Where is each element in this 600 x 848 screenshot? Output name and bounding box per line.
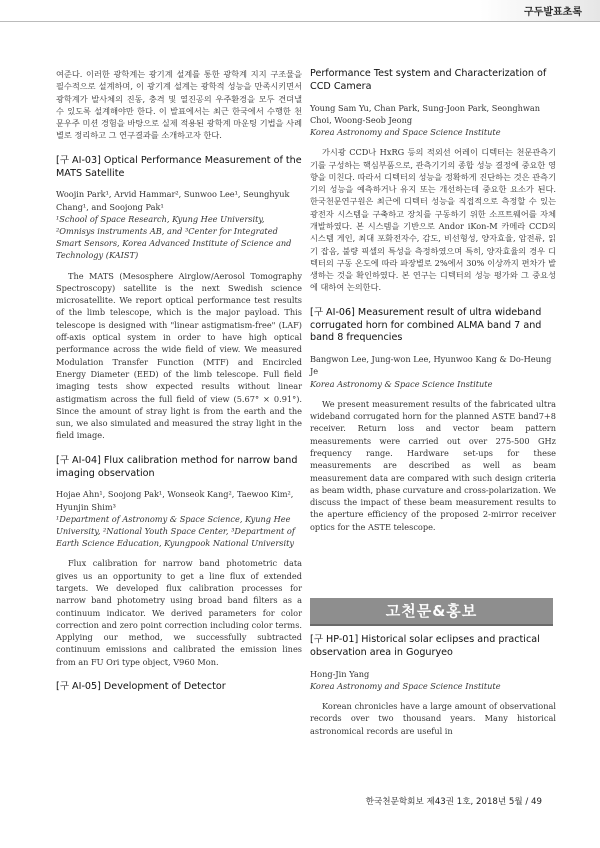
right-column <box>310 68 556 533</box>
section-banner-label: 고천문&홍보 <box>385 602 478 620</box>
section-banner <box>310 598 553 626</box>
ai04-abstract: Flux calibration for narrow band photometric data gives us an opportunity to get a line flux of extended targets. We developed flux calibration processes for narrow band photometry using broad band filters as a continuum indicator. We derived parameters for color correction and zero point correction including color terms. Applying our method, we successfully subtracted continuum emissions and calibrated the emission lines from an FU Ori type object, V960 Mon. <box>56 558 302 667</box>
ai05-affiliation: Korea Astronomy and Space Science Institute <box>310 127 501 137</box>
left-column <box>56 68 302 694</box>
hp01-authors: Hong-Jin Yang <box>310 668 370 679</box>
ai05-authors: Young Sam Yu, Chan Park, Sung-Joon Park, Seonghwan Choi, Woong-Seob Jeong <box>310 102 541 125</box>
ai05-title-continued: Performance Test system and Characterization of CCD Camera <box>310 68 547 92</box>
right-column-lower <box>310 634 556 737</box>
ai06-abstract: We present measurement results of the fabricated ultra wideband corrugated horn for the planned ASTE band7+8 receiver. Return loss and vector beam pattern measurements were carried out over 275-500 GHz frequency range. Hardware set-ups for these measurements are described as well as beam measurement data are compared with such design criteria as beam width, phase curvature and cross-polarization. We discuss the impact of these beam measurement results to the aperture efficiency of the proposed 2-mirror receiver optics for the ASTE telescope. <box>310 398 556 532</box>
ai03-title: [구 AI-03] Optical Performance Measurement of the MATS Satellite <box>56 154 302 179</box>
ai04-affiliations: ¹Department of Astronomy & Space Science, Kyung Hee University, ²National Youth Space Center, ³Department of Earth Science Education, Kyungpook National University <box>56 513 295 549</box>
ai06-title: [구 AI-06] Measurement result of ultra wideband corrugated horn for combined ALMA band 7 and band 8 frequencies <box>310 306 542 344</box>
ai05-abstract: 가시광 CCD나 HxRG 등의 적외선 어레이 디텍터는 천문관측기기를 구성하는 핵심부품으로, 관측기기의 종합 성능 결정에 중요한 영향을 미친다. 따라서 디텍터의 성능을 정확하게 진단하는 것은 관측기기의 성능을 예측하거나 유지 또는 개선하는데 중요한 요소가 된다. 한국천문연구원은 최근에 디텍터 성능을 직접적으로 측정할 수 있는 광전자 시스템을 구축하고 장치를 구동하기 위한 소프트웨어를 자체 개발하였다. 본 시스템을 기반으로 Andor iKon-M 카메라 CCD의 시스템 게인, 최대 포화전자수, 감도, 비선형성, 양자효율, 암전류, 읽기 잡음, 불량 픽셀의 특성을 측정하였으며 특히, 양자효율의 경우 디텍터의 구동 온도에 따라 파장별로 2%에서 30% 이상까지 편차가 발생하는 것을 확인하였다. 본 연구는 디텍터의 성능 평가와 그 중요성에 대하여 논의한다. <box>310 147 556 293</box>
page-footer: 한국천문학회보 제43권 1호, 2018년 5월 / 49 <box>365 797 542 807</box>
page-header <box>0 0 600 22</box>
ai03-abstract: The MATS (Mesosphere Airglow/Aerosol Tomography Spectroscopy) satellite is the next Swedish science microsatellite. We report optical performance test results of the limb telescope, which is the major payload. This telescope is designed with "linear astigmatism-free" (LAF) off-axis optical system in order to have high optical performance across the wide field of view. We measured Modulation Transfer Function (MTF) and Encircled Energy Diameter (EED) of the limb telescope. Full field imaging tests show expected results without linear astigmatism across the full field of view (5.67° × 0.91°). Since the amount of stray light is from the earth and the sun, we also simulated and measured the stray light in the field image. <box>56 270 302 441</box>
hp01-affiliation: Korea Astronomy and Space Science Institute <box>310 680 501 691</box>
hp01-title: [구 HP-01] Historical solar eclipses and practical observation area in Goguryeo <box>310 634 540 658</box>
header-rule <box>0 21 600 22</box>
ai06-authors: Bangwon Lee, Jung-won Lee, Hyunwoo Kang & Do-Heung Je <box>310 354 552 377</box>
ai04-title: [구 AI-04] Flux calibration method for narrow band imaging observation <box>56 454 298 479</box>
ai03-affiliations: ¹School of Space Research, Kyung Hee University, ²Omnisys instruments AB, and ³Center for Integrated Smart Sensors, Korea Advanced Institute of Science and Technology (KAIST) <box>56 213 292 261</box>
intro-paragraph: 여준다. 이러한 광학계는 광기계 설계를 통한 광학계 지지 구조물을 필수적으로 설계하며, 이 광기계 설계는 광학적 성능을 만족시키면서 광학계가 발사체의 진동, 충격 및 열진공의 우주환경을 모두 견뎌낼 수 있도록 설계해야만 한다. 이 발표에서는 최근 한국에서 수행한 천문우주 미션 경험을 바탕으로 실제 적용된 광학계 마운팅 기법을 사례별로 정리하고 그 연구결과를 소개하고자 한다. <box>56 69 302 141</box>
ai04-authors: Hojae Ahn¹, Soojong Pak¹, Wonseok Kang², Taewoo Kim², Hyunjin Shim³ <box>56 489 294 512</box>
ai03-authors: Woojin Park¹, Arvid Hammar², Sunwoo Lee¹, Seunghyuk Chang¹, and Soojong Pak¹ <box>56 189 290 212</box>
ai05-title: [구 AI-05] Development of Detector <box>56 681 226 693</box>
header-title: 구두발표초록 <box>524 7 582 18</box>
ai06-affiliation: Korea Astronomy & Space Science Institute <box>310 378 493 389</box>
hp01-abstract: Korean chronicles have a large amount of observational records over two thousand years. Many historical astronomical records are useful in <box>310 701 556 736</box>
